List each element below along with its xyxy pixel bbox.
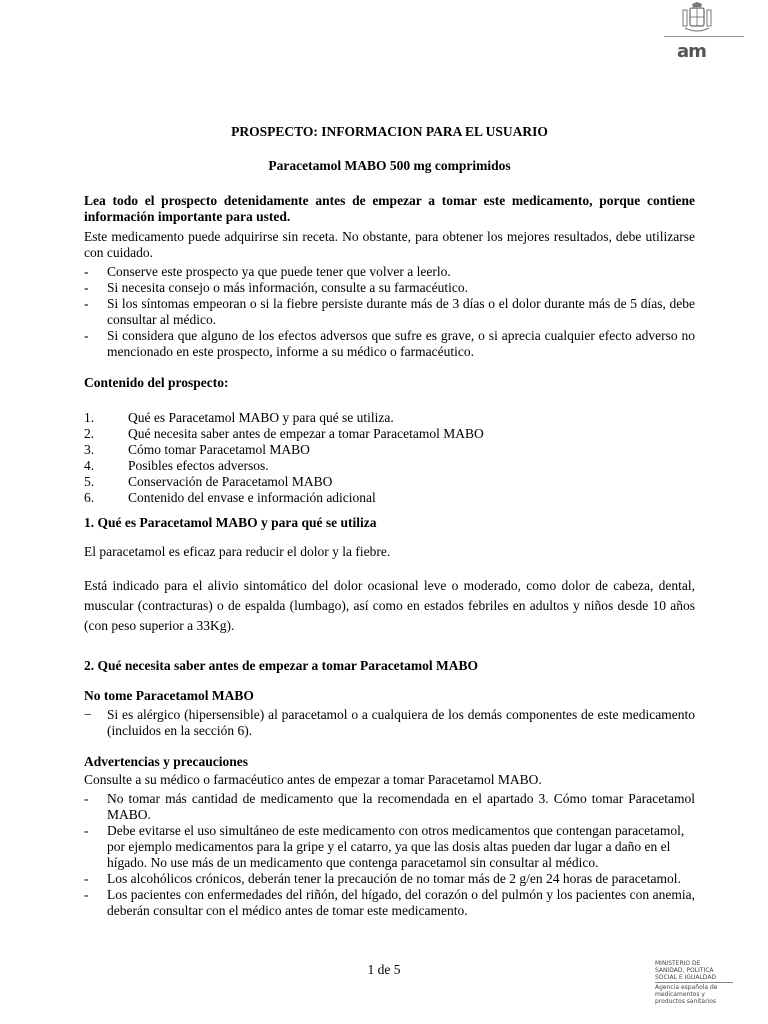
coat-of-arms-icon bbox=[679, 2, 715, 34]
page-number: 1 de 5 bbox=[367, 962, 401, 977]
list-item: - Si los síntomas empeoran o si la fiebre persiste durante más de 3 días o el dolor durante más de 5 días, debe consultar al médico. bbox=[84, 296, 695, 327]
logo-divider bbox=[664, 36, 744, 37]
list-item: - Los pacientes con enfermedades del riñón, del hígado, del corazón o del pulmón y los pacientes con anemia, deberán consultar con el médico antes de tomar este medicamento. bbox=[84, 887, 695, 918]
intro-note: Este medicamento puede adquirirse sin receta. No obstante, para obtener los mejores resultados, debe utilizarse con cuidado. bbox=[84, 229, 695, 260]
list-item: 2. Qué necesita saber antes de empezar a tomar Paracetamol MABO bbox=[84, 426, 484, 441]
warnings-intro: Consulte a su médico o farmacéutico antes de empezar a tomar Paracetamol MABO. bbox=[84, 772, 542, 787]
list-item: - No tomar más cantidad de medicamento que la recomendada en el apartado 3. Cómo tomar Paracetamol MABO. bbox=[84, 791, 695, 822]
warnings-heading: Advertencias y precauciones bbox=[84, 754, 248, 769]
intro-lead: Lea todo el prospecto detenidamente antes de empezar a tomar este medicamento, porque contiene información importante para usted. bbox=[84, 193, 695, 224]
section1-paragraph: Está indicado para el alivio sintomático del dolor ocasional leve o moderado, como dolor de cabeza, dental, muscular (contracturas) o de espalda (lumbago), así como en estados febriles en adultos y niños desde 10 años (con peso superior a 33Kg). bbox=[84, 578, 695, 633]
section2-heading: 2. Qué necesita saber antes de empezar a tomar Paracetamol MABO bbox=[84, 658, 479, 673]
no-tome-list bbox=[84, 707, 695, 739]
list-item: 5. Conservación de Paracetamol MABO bbox=[84, 474, 333, 489]
list-item: 4. Posibles efectos adversos. bbox=[84, 458, 269, 473]
list-item: - Si considera que alguno de los efectos adversos que sufre es grave, o si aprecia cualquier efecto adverso no mencionado en este prospecto, informe a su médico o farmacéutico. bbox=[84, 328, 695, 359]
ministry-logo: MINISTERIO DE SANIDAD, POLITICA SOCIAL E IGUALDAD Agencia española de medicamentos y productos sanitarios bbox=[655, 960, 755, 1024]
list-item: - Debe evitarse el uso simultáneo de este medicamento con otros medicamentos que contengan paracetamol, por ejemplo medicamentos para la gripe y el catarro, ya que las dosis altas pueden dar lugar a daño en el hígado. No use más de un medicamento que contenga paracetamol sin consultar al médico. bbox=[84, 823, 685, 870]
list-item: - Si necesita consejo o más información, consulte a su farmacéutico. bbox=[84, 280, 469, 295]
document-title: PROSPECTO: INFORMACION PARA EL USUARIO bbox=[231, 124, 548, 139]
section1-heading: 1. Qué es Paracetamol MABO y para qué se utiliza bbox=[84, 515, 377, 530]
product-title: Paracetamol MABO 500 mg comprimidos bbox=[268, 158, 511, 173]
warnings-list bbox=[84, 791, 695, 919]
contents-list bbox=[84, 410, 695, 506]
header-logo bbox=[664, 2, 744, 64]
list-item: 1. Qué es Paracetamol MABO y para qué se utiliza. bbox=[84, 410, 394, 425]
contents-heading: Contenido del prospecto: bbox=[84, 375, 229, 390]
list-item: - Los alcohólicos crónicos, deberán tener la precaución de no tomar más de 2 g/en 24 horas de paracetamol. bbox=[84, 871, 681, 886]
list-item: - Conserve este prospecto ya que puede tener que volver a leerlo. bbox=[84, 264, 451, 279]
logo-divider bbox=[655, 982, 733, 983]
intro-list bbox=[84, 264, 695, 360]
list-item: − Si es alérgico (hipersensible) al paracetamol o a cualquiera de los demás componentes de este medicamento (incluidos en la sección 6). bbox=[84, 707, 695, 738]
list-item: 3. Cómo tomar Paracetamol MABO bbox=[84, 442, 310, 457]
aemps-logo-mark: am bbox=[677, 41, 706, 62]
section1-paragraph: El paracetamol es eficaz para reducir el dolor y la fiebre. bbox=[84, 544, 391, 559]
no-tome-heading: No tome Paracetamol MABO bbox=[84, 688, 254, 703]
list-item: 6. Contenido del envase e información adicional bbox=[84, 490, 376, 505]
